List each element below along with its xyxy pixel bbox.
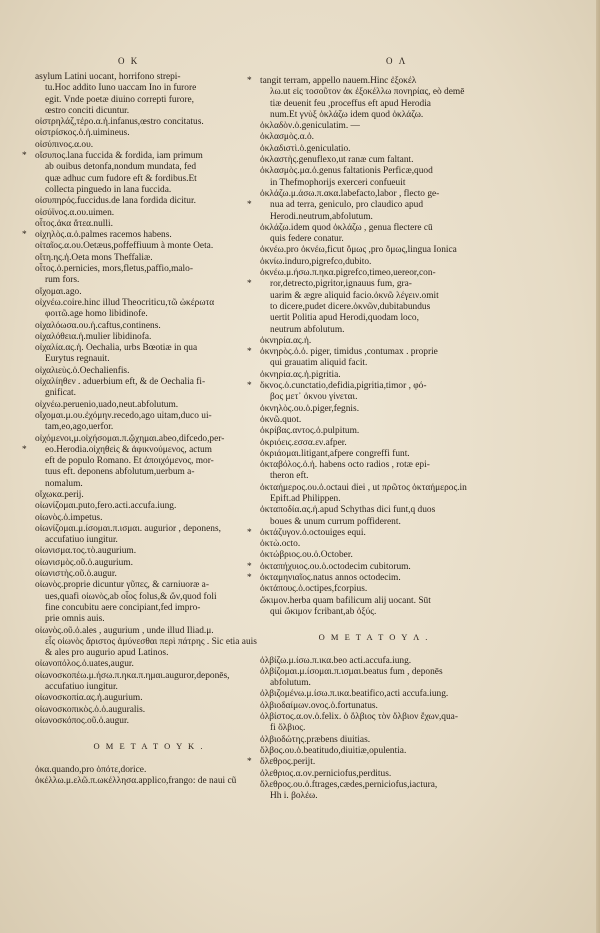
line-text: ὀλεθριος.α.ον.perniciofus,perditus. [260,768,392,779]
line-text: tuus eft. deponens abfolutum,uerbum a- [45,467,195,478]
dictionary-line [260,769,488,780]
dictionary-line [260,404,488,415]
line-text: ὀκνέω.pro ὀκνέω,ficut ὅμως ,pro ὅμως,lingua Ionica [260,245,457,256]
line-text: οἰχαλόωσα.ου.ἡ.caftus,continens. [35,320,161,331]
dictionary-line [35,693,263,704]
dictionary-line [260,132,488,143]
dictionary-line [260,87,488,98]
line-text: ὀκταμηνιαῖος.natus annos octodecim. [260,573,401,584]
line-text: ὀκνηρία.ας.ἡ.pigritia. [260,369,341,380]
left-running-head: O K [118,56,140,66]
line-text: collecta pinguedo in lana fuccida. [45,184,172,195]
margin-asterisk: * [22,444,27,455]
line-text: ὀλβίζω.μ.ίσω.π.ικα.beo acti.accufa.iung. [260,655,412,666]
line-text: quæ adhuc cum fudore eft & fordibus.Et [45,173,197,184]
dictionary-line [35,716,263,727]
dictionary-line [35,434,263,445]
dictionary-line [35,592,263,603]
dictionary-line [260,494,488,505]
right-after-entries [247,655,488,803]
dictionary-line [35,569,263,580]
dictionary-line [260,302,488,313]
line-text: theron eft. [270,471,309,482]
line-text: οἰχαλίηθεν . aduerbium eft, & de Oechalia fi- [35,377,206,388]
line-text: ὀκλαδιστὶ.ὁ.geniculatio. [260,143,351,154]
dictionary-line [260,99,488,110]
dictionary-line [35,603,263,614]
line-text: ὀκνέω.μ.ήσω.π.ηκα.pigrefco,timeo,uereor,con- [260,268,436,279]
line-text: ὄλβος.ου.ὁ.beatitudo,diuitiæ,opulentia. [260,745,407,756]
line-text: ὀλβιοδαίμων.ονος.ὁ.fortunatus. [260,700,378,711]
dictionary-line [260,471,488,482]
dictionary-line [260,426,488,437]
line-text: οἰσυπηρός.fuccidus.de lana fordida dicitur. [35,196,196,207]
dictionary-line [260,584,488,595]
dictionary-line [35,162,263,173]
line-text: tu.Hoc addito Iuno uaccam Ino in furore [45,83,197,94]
line-text: ὀλβιοδώτης.præbens diuitias. [260,734,371,745]
line-text: οἰωνὸς.οῦ.ὁ.ales , augurium , unde illud Iliad.μ. [35,625,214,636]
dictionary-line [260,539,488,550]
dictionary-line [260,212,488,223]
line-text: abfolutum. [270,678,311,689]
line-text: to dicere,pudet dicere.ὀκνῶν,dubitabundus [270,301,431,312]
dictionary-line [260,155,488,166]
line-text: boues & unum currum poffiderent. [270,516,401,527]
dictionary-line [22,151,263,162]
dictionary-line [35,185,263,196]
line-text: οἶτος.ἀκα ἄτεα.nulli. [35,218,113,229]
dictionary-line [35,513,263,524]
dictionary-line [35,388,263,399]
margin-asterisk: * [247,347,252,358]
dictionary-line [35,558,263,569]
dictionary-line [35,298,263,309]
dictionary-line [260,415,488,426]
dictionary-line [260,746,488,757]
line-text: num.Et γνὺξ ὀκλάζω idem quod ὀκλάζω. [270,109,424,120]
dictionary-line [260,358,488,369]
page-edge [596,0,600,933]
dictionary-line [260,517,488,528]
line-text: οἰωνὸς.proprie dicuntur γῦπες, & carniuoræ a- [35,580,209,591]
line-text: accufatiuo iungitur. [45,682,118,693]
line-text: ὀκλασμὸς.μα.ὁ.genus faltationis Perficæ,quod [260,166,433,177]
dictionary-line [35,140,263,151]
dictionary-line [35,535,263,546]
line-text: οἰχόμενοι,μ.οἰχήσομαι.π.ᾤχημαι.abeo,difcedo,per- [35,433,225,444]
dictionary-line [35,626,263,637]
margin-asterisk: * [247,279,252,290]
dictionary-line [260,667,488,678]
line-text: ὄλεθρος.ου.ὁ.ftrages,cædes,perniciofus,iactura, [260,779,438,790]
dictionary-line [35,366,263,377]
line-text: uertit Politia apud Herodi,quodam loco, [270,313,419,324]
dictionary-line [260,438,488,449]
dictionary-line [35,614,263,625]
dictionary-line [35,648,263,659]
line-text: οἰωνὸς.ὁ.impetus. [35,512,103,523]
margin-asterisk: * [247,561,252,572]
dictionary-line [35,490,263,501]
line-text: βος μετ᾽ ὀκνου γίνεται. [270,392,358,403]
line-text: tiæ deuenit feu ,proceffus eft apud Herodia [270,98,431,109]
line-text: nomalum. [45,478,83,489]
right-column [247,76,488,802]
line-text: ὀκτάπους.ὁ.octipes,fcorpius. [260,584,368,595]
line-text: οἰωνοσκοπέω.μ.ήσω.π.ηκα.π.ημαι.auguror,deponēs, [35,670,230,681]
line-text: ror,detrecto,pigritor,ignauus fum, gra- [270,279,412,290]
line-text: ὀκταβόλος.ὁ.ἡ. habens octo radios , rotæ epi- [260,460,430,471]
dictionary-line [35,83,263,94]
left-section-title: O M E T A T O Y K . [93,741,205,752]
dictionary-line [260,712,488,723]
dictionary-line [22,444,263,456]
dictionary-line [260,689,488,700]
line-text: ὀκρίβας.αντος.ὁ.pulpitum. [260,426,360,437]
line-text: οἰχηλὸς.α.ὁ.palmes racemos habens. [35,230,172,241]
right-running-head: O Λ [386,56,408,66]
dictionary-line [35,253,263,264]
line-text: Epift.ad Philippen. [270,493,341,504]
margin-asterisk: * [247,757,252,768]
dictionary-line [260,780,488,791]
dictionary-line [35,354,263,365]
dictionary-line [260,723,488,734]
dictionary-line [35,479,263,490]
line-text: uarim & ægre aliquid facio.ὀκνῶ λέγειν.omit [270,290,439,301]
dictionary-line [35,72,263,83]
line-text: Eurytus regnauit. [45,354,110,365]
line-text: & ales pro augurio apud Latinos. [45,648,169,659]
line-text: οἰσύϊνος.α.ου.uimen. [35,207,115,218]
line-text: οἴτη.ης.ἡ.Oeta mons Theffaliæ. [35,252,153,263]
dictionary-line [35,467,263,478]
margin-asterisk: * [22,230,27,241]
dictionary-line [35,208,263,219]
line-text: ὄλεθρος.perijt. [260,757,316,768]
line-text: egit. Vnde poetæ diuino correpti furore, [45,94,195,105]
line-text: οἰωνισμὸς.οῦ.ὁ.augurium. [35,557,133,568]
line-text: eo.Herodia.οἰχηθεὶς & ἀφικνούμενος, actum [45,444,212,455]
line-text: ὀκνηρία.ας.ἡ. [260,335,312,346]
dictionary-line [260,245,488,256]
dictionary-line [35,332,263,343]
line-text: οἰωνισμα.τος.τὸ.augurium. [35,546,137,557]
dictionary-line [260,735,488,746]
line-text: οἰωνίζομαι.puto,fero.acti.accufa.iung. [35,501,177,512]
dictionary-line [260,178,488,189]
dictionary-line [35,501,263,512]
dictionary-line [260,392,488,403]
dictionary-line [247,757,488,768]
line-text: accufatiuo iungitur. [45,535,118,546]
dictionary-line [247,279,488,290]
dictionary-line [260,505,488,516]
dictionary-line [247,347,488,358]
line-text: ὀκλαστὴς.genuflexo,ut ranæ cum faltant. [260,155,414,166]
line-text: ὀκλαδὸν.ὁ.geniculatim. — [260,121,360,132]
line-text: ab ouibus detonfa,nondum mundata, fed [45,162,197,173]
dictionary-line [260,189,488,200]
left-column [22,72,263,787]
dictionary-line [260,607,488,618]
dictionary-line [247,527,488,539]
line-text: ὀκριάομαι.litigant,afpere congreffi funt. [260,448,410,459]
line-text: οἰχαλία.ας.ἡ. Oechalia, urbs Bœotiæ in qua [35,343,198,354]
line-text: ὀκέλλω.μ.ελῶ.π.ωκέλλησα.applico,frango: de naui cũ [35,775,237,786]
line-text: tangit terram, appello nauem.Hinc ἐξοκέλ [260,76,417,86]
line-text: neutrum abfolutum. [270,324,345,335]
line-text: ὀκτὼ.octo. [260,539,301,550]
line-text: ὄκνος.ὁ.cunctatio,defidia,pigritia,timor , φό- [260,381,427,392]
dictionary-line [35,275,263,286]
dictionary-line [247,200,488,211]
line-text: λω.ut εἰς τοσοῦτον ἀκ ἐξοκέλλω πονηρίας, eò demē [270,87,465,98]
line-text: οἶτος.ὁ.pernicies, mors,fletus,paffio,malo- [35,264,193,275]
dictionary-line [35,637,263,648]
line-text: οἰσύπινος.α.ου. [35,139,94,150]
line-text: ὀκτάζυγον.ὀ.octouiges equi. [260,527,366,538]
dictionary-line [260,234,488,245]
line-text: eft de populo Romano. Et ἀποιχόμενος, mor- [45,456,214,467]
dictionary-line [260,483,488,494]
dictionary-line [247,381,488,392]
dictionary-line [35,241,263,252]
line-text: ὀκτώβριος.ου.ὁ.October. [260,550,353,561]
dictionary-line [260,313,488,324]
dictionary-line [260,291,488,302]
line-text: fi ὄλβιος. [270,723,306,734]
dictionary-line [35,128,263,139]
dictionary-line [260,110,488,121]
dictionary-line [35,411,263,422]
dictionary-line [35,106,263,117]
right-section-title: O M E T A T O Y Λ . [318,632,430,643]
line-text: εἷς οἰωνὸς ἄριστος ἀμύνεσθαι περὶ πάτρης . Sic etia auis [45,636,257,647]
line-text: tam,eo,ago,uerfor. [45,422,114,433]
dictionary-line [35,682,263,693]
line-text: prie omnis auis. [45,614,105,625]
dictionary-line [260,121,488,132]
line-text: οἰστρηλάζ,τέρο.α.ἡ.infanus,œstro concitatus. [35,117,204,128]
line-text: οἴχομαι.μ.ου.ἐχόμην.recedo,ago uitam,duco ui- [35,410,212,421]
line-text: ὀκνίω.induro,pigrefco,dubito. [260,256,372,267]
dictionary-line [22,230,263,241]
line-text: œstro conciti dicuntur. [45,105,130,116]
dictionary-line [35,671,263,682]
dictionary-line [35,287,263,298]
line-text: ὀκλάζω.idem quod ὀκλάζω , genua flectere cū [260,222,433,233]
dictionary-line [260,268,488,279]
dictionary-line [260,701,488,712]
line-text: οἰωνοσκόπος.οῦ.ὁ.augur. [35,715,129,726]
dictionary-line [35,765,263,776]
right-entries [247,76,488,618]
dictionary-line [35,309,263,320]
dictionary-line [35,524,263,535]
line-text: in Thefmophorijs exerceri confueuit [270,177,406,188]
line-text: ὀκταπήχυιος.ου.ὁ.octodecim cubitorum. [260,561,411,572]
dictionary-line [35,196,263,207]
line-text: φοιτῶ.age homo libidinofe. [45,309,148,320]
line-text: qui grauatim aliquid facit. [270,358,368,369]
line-text: ὀλβιζομένω.μ.ίσω.π.ικα.beatifico,acti accufa.iung. [260,689,449,700]
line-text: fine concubitu aere concipiant,fed impro- [45,602,201,613]
margin-asterisk: * [247,200,252,211]
line-text: nua ad terra, geniculo, pro claudico apud [270,200,424,211]
dictionary-line [35,776,263,787]
dictionary-line [35,219,263,230]
line-text: ὀκνηλὸς.ου.ὁ.piger,fegnis. [260,403,360,414]
line-text: οἰχνέω.coire.hinc illud Theocriticu,τῶ ὠκέρωτα [35,297,215,308]
line-text: οἰωνίζομαι.μ.ίσομαι.π.ισμαι. augurior , deponens, [35,523,221,534]
dictionary-line [260,166,488,177]
dictionary-line [260,325,488,336]
line-text: οἴχομαι.ago. [35,286,82,297]
dictionary-line [35,343,263,354]
dictionary-line [260,223,488,234]
line-text: οἰστρίσκος.ὁ.ἡ.uimineus. [35,128,130,139]
dictionary-line [247,573,488,584]
dictionary-line [260,550,488,561]
left-after-entries [35,765,263,788]
line-text: ὀκα.quando,pro ὁπότε,dorice. [35,764,147,775]
margin-asterisk: * [247,76,252,86]
line-text: Herodi.neutrum,abfolutum. [270,211,373,222]
line-text: ὤκιμον.herba quam bafilicum alij uocant. Sūt [260,595,431,606]
line-text: οἰωνοπόλος.ὁ.uates,augur. [35,659,134,670]
dictionary-line [35,659,263,670]
line-text: Hh i. βολέω. [270,791,318,802]
dictionary-line [247,561,488,573]
line-text: οἰωνοσκοπία.ας.ἡ.augurium. [35,693,143,704]
dictionary-line [35,264,263,275]
line-text: quis federe conatur. [270,234,344,245]
dictionary-line [260,449,488,460]
dictionary-line [260,656,488,667]
dictionary-line [35,95,263,106]
dictionary-line [260,336,488,347]
line-text: rum fors. [45,275,80,286]
margin-asterisk: * [247,527,252,538]
line-text: ὀκνῶ.quot. [260,414,302,425]
dictionary-line [35,117,263,128]
line-text: οἰχνέω.peruenio,uado,neut.abfolutum. [35,399,179,410]
dictionary-line [247,76,488,87]
line-text: qui ὤκιμον fcribant,ab ὀξύς. [270,606,377,617]
dictionary-line [35,422,263,433]
dictionary-line [35,174,263,185]
margin-asterisk: * [247,381,252,392]
line-text: asylum Latini uocant, horrifono strepi- [35,72,181,82]
line-text: οἴσυπος.lana fuccida & fordida, iam primum [35,151,203,162]
dictionary-line [35,546,263,557]
line-text: ὀκταήμερος.ου.ὁ.octaui diei , ut πρῶτος ὀκταήμερος.in [260,482,467,493]
dictionary-line [260,678,488,689]
line-text: ὀλβίστος.α.ον.ὁ.felix. ὁ ὄλβιος τὸν ὄλβιον ἔχων,qua- [260,712,458,723]
line-text: οἰωνιστὴς.οῦ.ὁ.augur. [35,569,117,580]
dictionary-line [260,144,488,155]
dictionary-line [260,791,488,802]
margin-asterisk: * [22,151,27,162]
dictionary-line [260,460,488,471]
line-text: ὀλβίζομαι.μ.ίσομαι.π.ισμαι.beatus fum , deponēs [260,666,443,677]
line-text: ὀκριόεις.εσσα.εν.afper. [260,437,347,448]
line-text: οἰταῖος.α.ου.Oetæus,poffeffiuum à monte Oeta. [35,241,214,252]
dictionary-line [35,377,263,388]
line-text: ues,quafi οἰωνὸς,ab οἶος folus,& ὤν,quod foli [45,591,217,602]
dictionary-line [35,580,263,591]
line-text: ὀκλάζω.μ.άσω.π.ακα.labefacto,labor , flecto ge- [260,188,440,199]
line-text: οἴχωκα.perij. [35,489,84,500]
line-text: οἰχαλιεὺς.ὁ.Oechalienfis. [35,365,130,376]
line-text: ὀκταποδία.ας.ἡ.apud Schythas dici funt,q duos [260,505,436,516]
margin-asterisk: * [247,573,252,584]
line-text: gnificat. [45,388,76,399]
dictionary-line [260,596,488,607]
line-text: οἰωνοσκοπικὸς.ὁ.ὁ.auguralis. [35,704,146,715]
line-text: ὀκλασμὸς.α.ὁ. [260,132,314,143]
dictionary-line [35,400,263,411]
line-text: ὀκνηρὸς.ὁ.ὁ. piger, timidus ,contumax . proprie [260,347,438,358]
left-entries [22,72,263,727]
dictionary-line [260,257,488,268]
dictionary-line [35,705,263,716]
dictionary-line [35,321,263,332]
dictionary-line [260,370,488,381]
line-text: οἰχαλόθεια.ἡ.mulier libidinofa. [35,331,152,342]
dictionary-line [35,456,263,467]
